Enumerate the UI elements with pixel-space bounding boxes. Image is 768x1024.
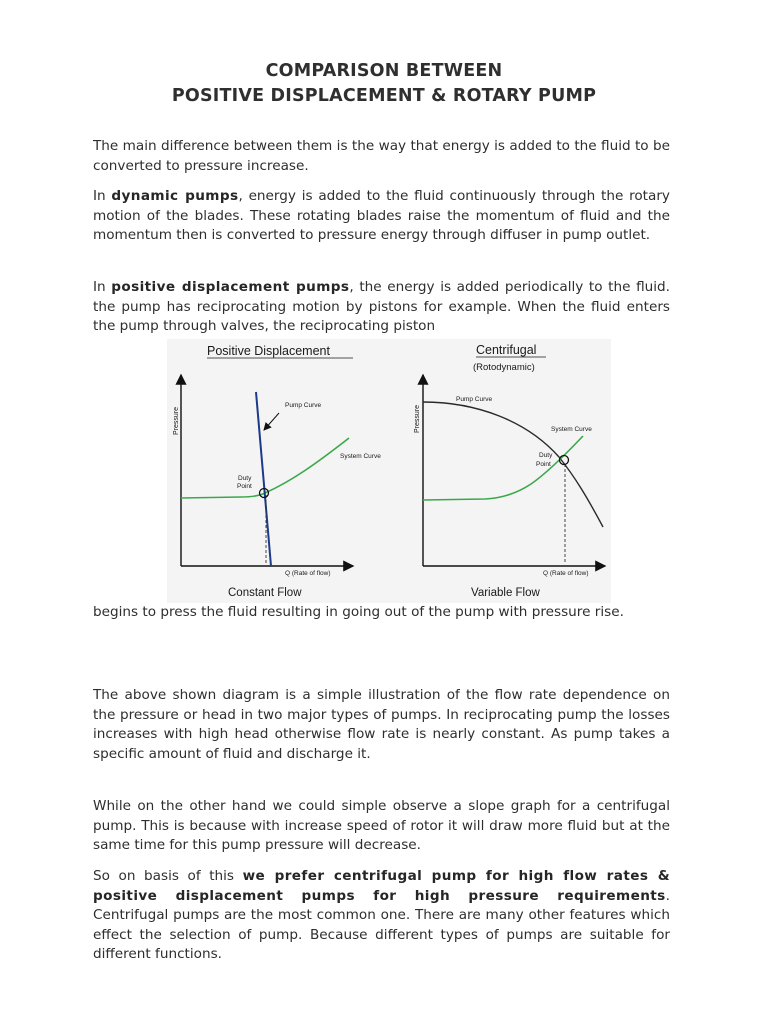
pd-y-axis-label: Pressure <box>173 406 180 435</box>
paragraph-intro: The main difference between them is the way that energy is added to the fluid to be converted to pressure increase. <box>93 138 670 174</box>
centrifugal-duty-label-line-1: Duty <box>539 452 553 459</box>
pd-x-axis-label: Q (Rate of flow) <box>285 570 331 577</box>
page-title-line-2: POSITIVE DISPLACEMENT & ROTARY PUMP <box>171 86 597 106</box>
centrifugal-caption: Variable Flow <box>471 587 540 599</box>
centrifugal-duty-label-line-2: Point <box>536 461 551 468</box>
text-run: . Centrifugal pumps are the most common one. There are many other features which effect the selection of pump. Because different types of pumps are suitable for different functions. <box>93 887 670 963</box>
centrifugal-pump-curve <box>423 402 603 527</box>
bold-term-dynamic-pumps: dynamic pumps <box>111 188 239 204</box>
bold-term-positive-displacement-pumps: positive displacement pumps <box>111 279 350 295</box>
centrifugal-chart-title: Centrifugal <box>476 343 537 357</box>
centrifugal-y-axis-label: Pressure <box>414 404 421 433</box>
centrifugal-subtitle: (Rotodynamic) <box>473 362 535 373</box>
paragraph-diagram-explanation: The above shown diagram is a simple illustration of the flow rate dependence on the pressure or head in two major types of pumps. In reciprocating pump the losses increases with high head otherwise flow rate is nearly constant. As pump takes a specific amount of fluid and discharge it. <box>93 687 670 762</box>
text-run: In <box>93 188 112 204</box>
bold-recommendation: we prefer centrifugal pump for high flow rates & positive displacement pumps for high pressure requirements <box>93 868 670 904</box>
paragraph-centrifugal-slope: While on the other hand we could simple observe a slope graph for a centrifugal pump. This is because with increase speed of rotor it will draw more fluid but at the same time for this pump pressure will decrease. <box>93 798 670 854</box>
pd-duty-label-line-1: Duty <box>238 475 252 482</box>
pd-pump-curve <box>256 392 271 566</box>
centrifugal-pump-curve-label: Pump Curve <box>456 396 493 403</box>
pd-duty-label-line-2: Point <box>237 483 252 490</box>
paragraph-positive-displacement <box>93 278 670 337</box>
paragraph-conclusion <box>93 867 670 965</box>
pd-chart-title: Positive Displacement <box>207 344 330 358</box>
text-run: , the energy is added periodically to the fluid. the pump has reciprocating motion by pistons for example. When the fluid enters the pump through valves, the reciprocating piston <box>93 279 670 335</box>
pd-pump-curve-label: Pump Curve <box>285 402 322 409</box>
text-run: , energy is added to the fluid continuously through the rotary motion of the blades. These rotating blades raise the momentum of fluid and the momentum then is converted to pressure energy through diffuser in pump outlet. <box>93 188 670 244</box>
text-run: In <box>93 279 112 295</box>
pump-curves-svg <box>167 339 611 603</box>
centrifugal-system-curve <box>423 436 583 500</box>
text-run: So on basis of this <box>93 868 243 884</box>
centrifugal-x-axis-label: Q (Rate of flow) <box>543 570 589 577</box>
pd-caption: Constant Flow <box>228 587 302 599</box>
centrifugal-system-curve-label: System Curve <box>551 426 592 433</box>
pd-pump-curve-arrow <box>264 413 279 430</box>
pd-system-curve-label: System Curve <box>340 453 381 460</box>
paragraph-dynamic-pumps <box>93 187 670 246</box>
page-title-line-1: COMPARISON BETWEEN <box>265 61 503 81</box>
paragraph-continuation: begins to press the fluid resulting in going out of the pump with pressure rise. <box>93 604 624 620</box>
pump-curves-figure <box>167 339 611 603</box>
